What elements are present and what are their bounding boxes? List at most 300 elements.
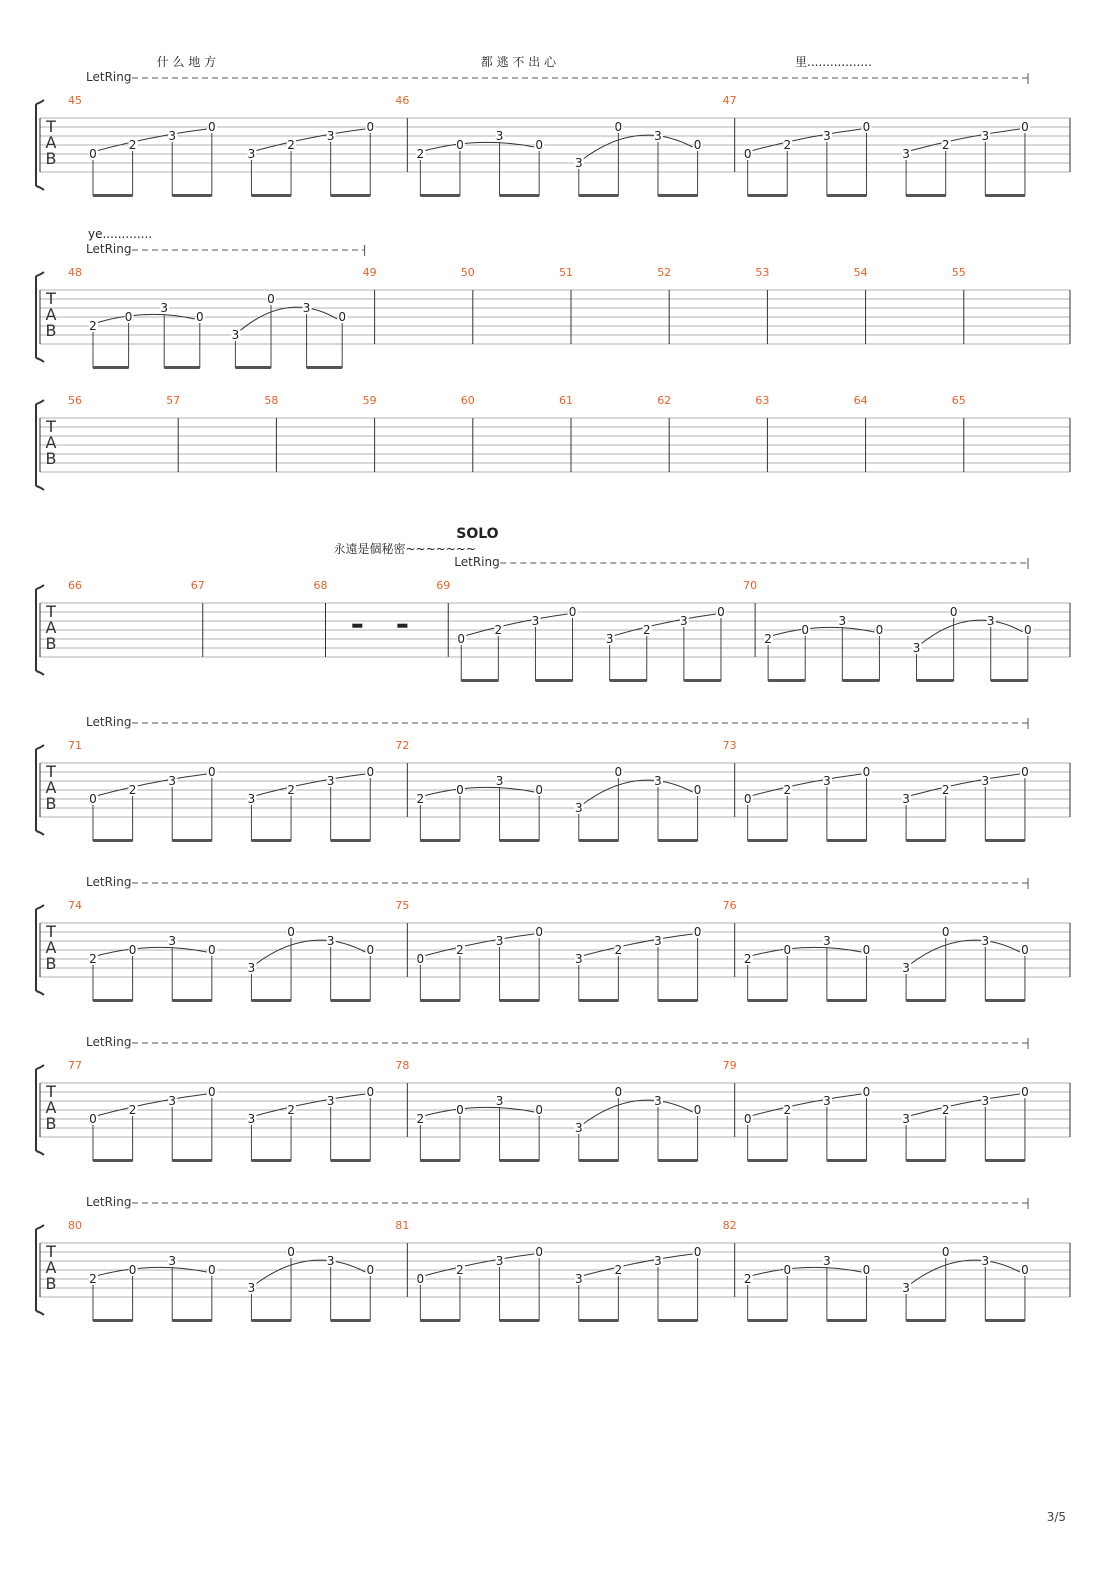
fret-number: 3 (574, 801, 583, 815)
fret-number: 0 (614, 1085, 623, 1099)
fret-number: 0 (1021, 943, 1029, 957)
fret-number: 3 (168, 1094, 177, 1108)
slur (909, 774, 1020, 796)
note-beam (331, 1319, 371, 1322)
fret-number: 3 (654, 1094, 662, 1108)
measure-number: 50 (460, 266, 475, 279)
slur (909, 1260, 1020, 1285)
measure-number: 70 (743, 579, 758, 592)
measure-number: 53 (755, 266, 770, 279)
fret-number: 3 (247, 1281, 256, 1295)
measure-number: 58 (264, 394, 279, 407)
fret-number: 3 (247, 961, 256, 975)
fret-number: 2 (941, 783, 950, 797)
slur (920, 620, 1023, 645)
fret-number: 0 (693, 1103, 702, 1117)
tab-clef-letter: T (46, 117, 56, 136)
note-beam (842, 679, 879, 682)
note-beam (331, 194, 371, 197)
slur (909, 940, 1020, 965)
fret-number: 2 (128, 783, 137, 797)
note-beam (748, 194, 788, 197)
fret-number: 3 (168, 129, 177, 143)
fret-number: 3 (654, 934, 662, 948)
fret-number: 3 (902, 1281, 910, 1295)
tab-clef-letter: A (45, 133, 57, 152)
slur (464, 614, 567, 636)
fret-number: 0 (208, 120, 216, 134)
fret-number: 0 (875, 623, 884, 637)
note-beam (658, 839, 698, 842)
slur (238, 307, 337, 332)
note-beam (420, 1319, 460, 1322)
fret-number: 3 (326, 1254, 335, 1268)
fret-number: 0 (743, 1112, 752, 1126)
measure-number: 61 (559, 394, 573, 407)
slur (96, 129, 207, 151)
note-beam (658, 194, 698, 197)
fret-number: 0 (941, 925, 950, 939)
fret-number: 2 (287, 783, 295, 797)
let-ring-label: LetRing (86, 242, 132, 256)
fret-number: 3 (247, 1112, 256, 1126)
let-ring-label: LetRing (86, 875, 132, 889)
tab-clef-letter: A (45, 305, 57, 324)
slur (582, 780, 693, 805)
slur (613, 614, 716, 636)
fret-number: 0 (949, 605, 958, 619)
measure-number: 48 (68, 266, 82, 279)
fret-number: 2 (783, 138, 792, 152)
fret-number: 2 (642, 623, 651, 637)
note-beam (985, 194, 1025, 197)
measure-number: 59 (362, 394, 377, 407)
fret-number: 0 (862, 120, 871, 134)
tab-clef-letter: T (46, 762, 56, 781)
note-beam (172, 839, 212, 842)
note-beam (579, 999, 619, 1002)
fret-number: 3 (326, 774, 335, 788)
slur (423, 1107, 534, 1116)
slur (423, 787, 534, 796)
measure-number: 75 (395, 899, 410, 912)
measure-number: 52 (657, 266, 672, 279)
measure-number: 79 (722, 1059, 737, 1072)
tab-clef-letter: T (46, 1082, 56, 1101)
measure-number: 72 (395, 739, 410, 752)
fret-number: 0 (287, 925, 295, 939)
note-beam (420, 839, 460, 842)
let-ring-label: LetRing (86, 1195, 132, 1209)
note-beam (658, 1319, 698, 1322)
note-beam (500, 999, 540, 1002)
tab-clef-letter: A (45, 1098, 57, 1117)
measure-number: 66 (68, 579, 82, 592)
fret-number: 0 (416, 952, 425, 966)
fret-number: 2 (287, 138, 295, 152)
fret-number: 2 (783, 1103, 792, 1117)
fret-number: 0 (535, 1245, 543, 1259)
note-beam (748, 999, 788, 1002)
fret-number: 2 (614, 943, 623, 957)
note-beam (420, 1159, 460, 1162)
note-beam (331, 839, 371, 842)
fret-number: 0 (366, 943, 375, 957)
fret-number: 3 (247, 792, 256, 806)
measure-number: 54 (853, 266, 868, 279)
note-beam (906, 839, 946, 842)
slur (254, 940, 365, 965)
note-beam (172, 194, 212, 197)
tab-system (36, 1035, 1070, 1162)
note-beam (535, 679, 572, 682)
fret-number: 3 (823, 774, 831, 788)
fret-number: 3 (168, 934, 177, 948)
fret-number: 3 (326, 1094, 335, 1108)
fret-number: 3 (654, 774, 662, 788)
fret-number: 0 (743, 792, 752, 806)
fret-number: 2 (128, 1103, 137, 1117)
tab-clef-letter: B (45, 794, 57, 813)
measure-number: 51 (559, 266, 573, 279)
fret-number: 3 (654, 1254, 662, 1268)
note-beam (251, 1159, 291, 1162)
fret-number: 3 (247, 147, 256, 161)
note-beam (420, 194, 460, 197)
slur (909, 129, 1020, 151)
note-beam (658, 999, 698, 1002)
fret-number: 0 (456, 1103, 464, 1117)
note-beam (906, 194, 946, 197)
fret-number: 3 (902, 147, 910, 161)
slur (423, 934, 534, 956)
note-beam (906, 1159, 946, 1162)
fret-number: 2 (89, 1272, 97, 1286)
fret-number: 3 (823, 934, 831, 948)
fret-number: 3 (981, 129, 990, 143)
fret-number: 3 (231, 328, 240, 342)
fret-number: 3 (902, 1112, 910, 1126)
fret-number: 2 (416, 792, 425, 806)
slur (423, 1254, 534, 1276)
tab-system (36, 715, 1070, 842)
tab-clef-letter: T (46, 417, 56, 436)
note-beam (93, 999, 133, 1002)
fret-number: 0 (366, 120, 375, 134)
fret-number: 0 (862, 1263, 871, 1277)
note-beam (461, 679, 498, 682)
tab-clef-letter: B (45, 449, 57, 468)
measure-number: 73 (722, 739, 737, 752)
fret-number: 0 (535, 1103, 543, 1117)
note-beam (93, 1159, 133, 1162)
fret-number: 3 (981, 774, 990, 788)
fret-number: 3 (574, 952, 583, 966)
slur (582, 1254, 693, 1276)
fret-number: 3 (981, 1094, 990, 1108)
fret-number: 3 (574, 1272, 583, 1286)
fret-number: 2 (614, 1263, 623, 1277)
tab-clef-letter: B (45, 321, 57, 340)
fret-number: 0 (862, 1085, 871, 1099)
fret-number: 0 (89, 792, 97, 806)
tab-clef-letter: B (45, 954, 57, 973)
fret-number: 0 (456, 138, 464, 152)
fret-number: 3 (531, 614, 540, 628)
tab-clef-letter: A (45, 938, 57, 957)
note-beam (579, 839, 619, 842)
tab-clef-letter: A (45, 778, 57, 797)
fret-number: 0 (208, 1085, 216, 1099)
slur (254, 129, 365, 151)
note-beam (500, 839, 540, 842)
note-beam (500, 1319, 540, 1322)
slur (771, 627, 874, 636)
note-beam (906, 999, 946, 1002)
fret-number: 0 (338, 310, 347, 324)
fret-number: 2 (456, 1263, 464, 1277)
fret-number: 3 (326, 934, 335, 948)
fret-number: 0 (535, 138, 543, 152)
measure-number: 46 (395, 94, 410, 107)
note-beam (917, 679, 954, 682)
fret-number: 3 (326, 129, 335, 143)
fret-number: 3 (680, 614, 688, 628)
note-beam (827, 999, 867, 1002)
tab-clef-letter: T (46, 1242, 56, 1261)
fret-number: 2 (783, 783, 792, 797)
tab-clef-letter: A (45, 1258, 57, 1277)
measure-number: 45 (68, 94, 82, 107)
note-beam (172, 999, 212, 1002)
fret-number: 0 (366, 1085, 375, 1099)
fret-number: 0 (89, 147, 97, 161)
fret-number: 3 (605, 632, 614, 646)
let-ring-label: LetRing (86, 70, 132, 84)
fret-number: 3 (912, 641, 921, 655)
fret-number: 0 (801, 623, 810, 637)
slur (751, 1267, 862, 1276)
slur (254, 1260, 365, 1285)
fret-number: 2 (743, 952, 752, 966)
fret-number: 0 (128, 1263, 137, 1277)
note-beam (251, 839, 291, 842)
fret-number: 0 (717, 605, 725, 619)
fret-number: 3 (986, 614, 995, 628)
fret-number: 0 (783, 1263, 792, 1277)
fret-number: 3 (823, 1094, 831, 1108)
lyric-text: 都 逃 不 出 心 (480, 55, 557, 69)
fret-number: 3 (981, 1254, 990, 1268)
tab-clef-letter: B (45, 1274, 57, 1293)
measure-number: 81 (395, 1219, 410, 1232)
fret-number: 0 (128, 943, 137, 957)
let-ring-label: LetRing (454, 555, 500, 569)
fret-number: 2 (89, 319, 97, 333)
fret-number: 0 (568, 605, 577, 619)
fret-number: 0 (941, 1245, 950, 1259)
slur (423, 142, 534, 151)
note-beam (827, 1319, 867, 1322)
slur (96, 1094, 207, 1116)
note-beam (420, 999, 460, 1002)
measure-number: 56 (68, 394, 82, 407)
fret-number: 3 (574, 1121, 583, 1135)
fret-number: 2 (128, 138, 137, 152)
fret-number: 2 (941, 138, 950, 152)
fret-number: 0 (1021, 765, 1029, 779)
slur (254, 1094, 365, 1116)
tab-clef-letter: T (46, 602, 56, 621)
fret-number: 0 (208, 943, 216, 957)
fret-number: 3 (574, 156, 583, 170)
slur (751, 774, 862, 796)
fret-number: 0 (693, 783, 702, 797)
measure-number: 60 (460, 394, 475, 407)
note-beam (906, 1319, 946, 1322)
note-beam (827, 839, 867, 842)
fret-number: 2 (416, 147, 425, 161)
note-beam (93, 366, 129, 369)
note-beam (172, 1319, 212, 1322)
slur (751, 947, 862, 956)
note-beam (610, 679, 647, 682)
fret-number: 3 (160, 301, 169, 315)
page-number: 3/5 (1046, 1510, 1066, 1524)
fret-number: 3 (823, 1254, 831, 1268)
fret-number: 0 (1021, 1085, 1029, 1099)
note-beam (748, 839, 788, 842)
fret-number: 0 (195, 310, 204, 324)
tab-clef-letter: T (46, 922, 56, 941)
fret-number: 3 (981, 934, 990, 948)
tab-system (36, 54, 1070, 197)
fret-number: 0 (614, 765, 623, 779)
note-beam (985, 1319, 1025, 1322)
slur (751, 129, 862, 151)
note-beam (579, 194, 619, 197)
fret-number: 0 (287, 1245, 295, 1259)
slur (909, 1094, 1020, 1116)
fret-number: 3 (168, 774, 177, 788)
fret-number: 0 (614, 120, 623, 134)
note-beam (93, 1319, 133, 1322)
let-ring-label: LetRing (86, 1035, 132, 1049)
tab-clef-letter: B (45, 1114, 57, 1133)
fret-number: 3 (168, 1254, 177, 1268)
note-beam (500, 1159, 540, 1162)
measure-number: 77 (68, 1059, 82, 1072)
measure-number: 82 (722, 1219, 737, 1232)
fret-number: 0 (783, 943, 792, 957)
fret-number: 0 (535, 783, 543, 797)
fret-number: 0 (267, 292, 275, 306)
tab-clef-letter: T (46, 289, 56, 308)
measure-number: 80 (68, 1219, 82, 1232)
rest (397, 624, 407, 628)
fret-number: 0 (535, 925, 543, 939)
fret-number: 2 (941, 1103, 950, 1117)
note-beam (827, 1159, 867, 1162)
fret-number: 0 (1021, 120, 1029, 134)
fret-number: 0 (693, 138, 702, 152)
fret-number: 3 (495, 129, 504, 143)
note-beam (985, 1159, 1025, 1162)
tab-clef-letter: B (45, 149, 57, 168)
measure-number: 67 (190, 579, 205, 592)
fret-number: 0 (366, 1263, 375, 1277)
measure-number: 49 (362, 266, 377, 279)
fret-number: 2 (494, 623, 503, 637)
slur (582, 135, 693, 160)
note-beam (579, 1319, 619, 1322)
fret-number: 0 (208, 1263, 216, 1277)
fret-number: 3 (838, 614, 847, 628)
tab-clef-letter: B (45, 634, 57, 653)
note-beam (164, 366, 200, 369)
measure-number: 69 (436, 579, 451, 592)
slur (582, 1100, 693, 1125)
note-beam (331, 1159, 371, 1162)
note-beam (579, 1159, 619, 1162)
note-beam (985, 999, 1025, 1002)
fret-number: 2 (764, 632, 772, 646)
measure-number: 65 (951, 394, 966, 407)
note-beam (748, 1319, 788, 1322)
measure-number: 57 (166, 394, 181, 407)
let-ring-label: LetRing (86, 715, 132, 729)
fret-number: 3 (495, 774, 504, 788)
slur (751, 1094, 862, 1116)
measure-number: 47 (722, 94, 737, 107)
slur (96, 947, 207, 956)
measure-number: 78 (395, 1059, 410, 1072)
fret-number: 0 (693, 1245, 702, 1259)
lyric-text: 永遠是個秘密~~~~~~~ (333, 542, 476, 556)
fret-number: 0 (89, 1112, 97, 1126)
fret-number: 3 (495, 1094, 504, 1108)
note-beam (827, 194, 867, 197)
note-beam (500, 194, 540, 197)
lyric-text: 里................. (795, 55, 872, 69)
note-beam (658, 1159, 698, 1162)
note-beam (235, 366, 271, 369)
fret-number: 2 (287, 1103, 295, 1117)
measure-number: 76 (722, 899, 737, 912)
fret-number: 2 (456, 943, 464, 957)
slur (582, 934, 693, 956)
fret-number: 0 (366, 765, 375, 779)
fret-number: 2 (743, 1272, 752, 1286)
section-label: SOLO (456, 526, 499, 542)
fret-number: 3 (823, 129, 831, 143)
tab-system (36, 227, 1070, 369)
tab-clef-letter: A (45, 618, 57, 637)
fret-number: 0 (862, 943, 871, 957)
fret-number: 0 (456, 783, 464, 797)
note-beam (684, 679, 721, 682)
fret-number: 3 (302, 301, 311, 315)
measure-number: 62 (657, 394, 672, 407)
note-beam (251, 194, 291, 197)
note-beam (251, 1319, 291, 1322)
fret-number: 3 (654, 129, 662, 143)
fret-number: 0 (124, 310, 133, 324)
note-beam (307, 366, 343, 369)
fret-number: 3 (902, 792, 910, 806)
note-beam (748, 1159, 788, 1162)
note-beam (991, 679, 1028, 682)
